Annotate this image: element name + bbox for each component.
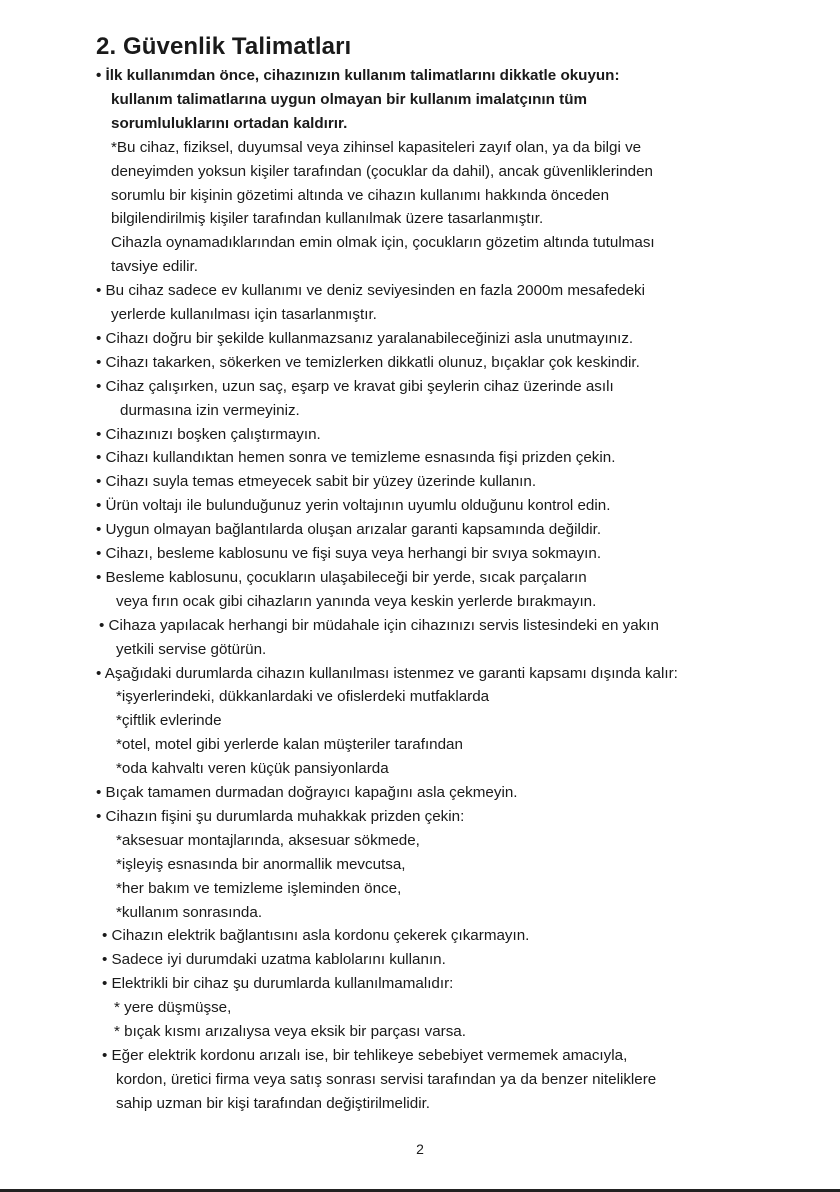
bullet-line: • Eğer elektrik kordonu arızalı ise, bir tehlikeye sebebiyet vermemek amacıyla, bbox=[102, 1046, 628, 1064]
bullet-line: • Cihazı kullandıktan hemen sonra ve temizleme esnasında fişi prizden çekin. bbox=[96, 449, 616, 467]
text-line: kordon, üretici firma veya satış sonrası servisi tarafından ya da benzer niteliklere bbox=[116, 1070, 657, 1088]
bullet-line: • Sadece iyi durumdaki uzatma kablolarını kullanın. bbox=[102, 951, 446, 969]
text-line: Cihazla oynamadıklarından emin olmak için, çocukların gözetim altında tutulması bbox=[111, 234, 655, 252]
text-line: *işyerlerindeki, dükkanlardaki ve ofislerdeki mutfaklarda bbox=[116, 688, 490, 706]
bullet-line: • Cihazın elektrik bağlantısını asla kordonu çekerek çıkarmayın. bbox=[102, 927, 530, 945]
bullet-line: • Cihazın fişini şu durumlarda muhakkak prizden çekin: bbox=[96, 807, 465, 825]
text-line: *işleyiş esnasında bir anormallik mevcutsa, bbox=[116, 855, 406, 873]
bullet-line: • Besleme kablosunu, çocukların ulaşabileceği bir yerde, sıcak parçaların bbox=[96, 568, 587, 586]
text-line: *otel, motel gibi yerlerde kalan müşteriler tarafından bbox=[116, 736, 463, 754]
text-line: *kullanım sonrasında. bbox=[116, 903, 263, 921]
page-title: 2. Güvenlik Talimatları bbox=[96, 33, 352, 60]
text-line: durmasına izin vermeyiniz. bbox=[120, 401, 300, 419]
bullet-line: • Cihazı, besleme kablosunu ve fişi suya veya herhangi bir svıya sokmayın. bbox=[96, 545, 602, 562]
bullet-line: • Cihazınızı boşken çalıştırmayın. bbox=[96, 425, 321, 443]
text-line: kullanım talimatlarına uygun olmayan bir kullanım imalatçının tüm bbox=[111, 90, 587, 108]
bullet-line: • Cihaz çalışırken, uzun saç, eşarp ve kravat gibi şeylerin cihaz üzerinde asılı bbox=[96, 377, 614, 395]
text-line: sorumlu bir kişinin gözetimi altında ve cihazın kullanımı hakkında önceden bbox=[111, 186, 610, 204]
bullet-line: • Cihaza yapılacak herhangi bir müdahale için cihazınızı servis listesindeki en yakın bbox=[99, 616, 659, 634]
text-line: sorumluluklarını ortadan kaldırır. bbox=[111, 114, 348, 132]
text-line: *çiftlik evlerinde bbox=[116, 712, 222, 730]
text-line: *oda kahvaltı veren küçük pansiyonlarda bbox=[116, 760, 389, 778]
text-line: * yere düşmüşse, bbox=[114, 999, 232, 1017]
text-line: yetkili servise götürün. bbox=[116, 640, 267, 658]
bullet-line: • Bu cihaz sadece ev kullanımı ve deniz seviyesinden en fazla 2000m mesafedeki bbox=[96, 282, 645, 300]
bullet-line: • Uygun olmayan bağlantılarda oluşan arızalar garanti kapsamında değildir. bbox=[96, 521, 602, 539]
text-line: *her bakım ve temizleme işleminden önce, bbox=[116, 879, 402, 897]
text-line: *Bu cihaz, fiziksel, duyumsal veya zihinsel kapasiteleri zayıf olan, ya da bilgi ve bbox=[111, 138, 642, 156]
bullet-line: • Cihazı suyla temas etmeyecek sabit bir yüzey üzerinde kullanın. bbox=[96, 473, 537, 491]
text-line: deneyimden yoksun kişiler tarafından (çocuklar da dahil), ancak güvenliklerinden bbox=[111, 162, 653, 180]
bullet-line: • Aşağıdaki durumlarda cihazın kullanılması istenmez ve garanti kapsamı dışında kalır: bbox=[96, 664, 678, 682]
bullet-line: • İlk kullanımdan önce, cihazınızın kullanım talimatlarını dikkatle okuyun: bbox=[96, 67, 620, 84]
bullet-line: • Bıçak tamamen durmadan doğrayıcı kapağını asla çekmeyin. bbox=[96, 784, 518, 801]
text-line: bilgilendirilmiş kişiler tarafından kullanılmak üzere tasarlanmıştır. bbox=[111, 210, 544, 228]
page-number: 2 bbox=[416, 1141, 424, 1157]
bullet-line: • Ürün voltajı ile bulunduğunuz yerin voltajının uyumlu olduğunu kontrol edin. bbox=[96, 497, 611, 515]
bullet-line: • Cihazı doğru bir şekilde kullanmazsanız yaralanabileceğinizi asla unutmayınız. bbox=[96, 329, 634, 347]
bullet-line: • Cihazı takarken, sökerken ve temizlerken dikkatli olunuz, bıçaklar çok keskindir. bbox=[96, 353, 640, 371]
text-line: veya fırın ocak gibi cihazların yanında veya keskin yerlerde bırakmayın. bbox=[116, 592, 597, 610]
bullet-line: • Elektrikli bir cihaz şu durumlarda kullanılmamalıdır: bbox=[102, 975, 454, 993]
text-line: * bıçak kısmı arızalıysa veya eksik bir parçası varsa. bbox=[114, 1023, 466, 1040]
text-line: sahip uzman bir kişi tarafından değiştirilmelidir. bbox=[116, 1094, 431, 1112]
text-line: *aksesuar montajlarında, aksesuar sökmede, bbox=[116, 831, 420, 849]
text-line: yerlerde kullanılması için tasarlanmıştır. bbox=[111, 306, 377, 323]
text-line: tavsiye edilir. bbox=[111, 258, 198, 276]
